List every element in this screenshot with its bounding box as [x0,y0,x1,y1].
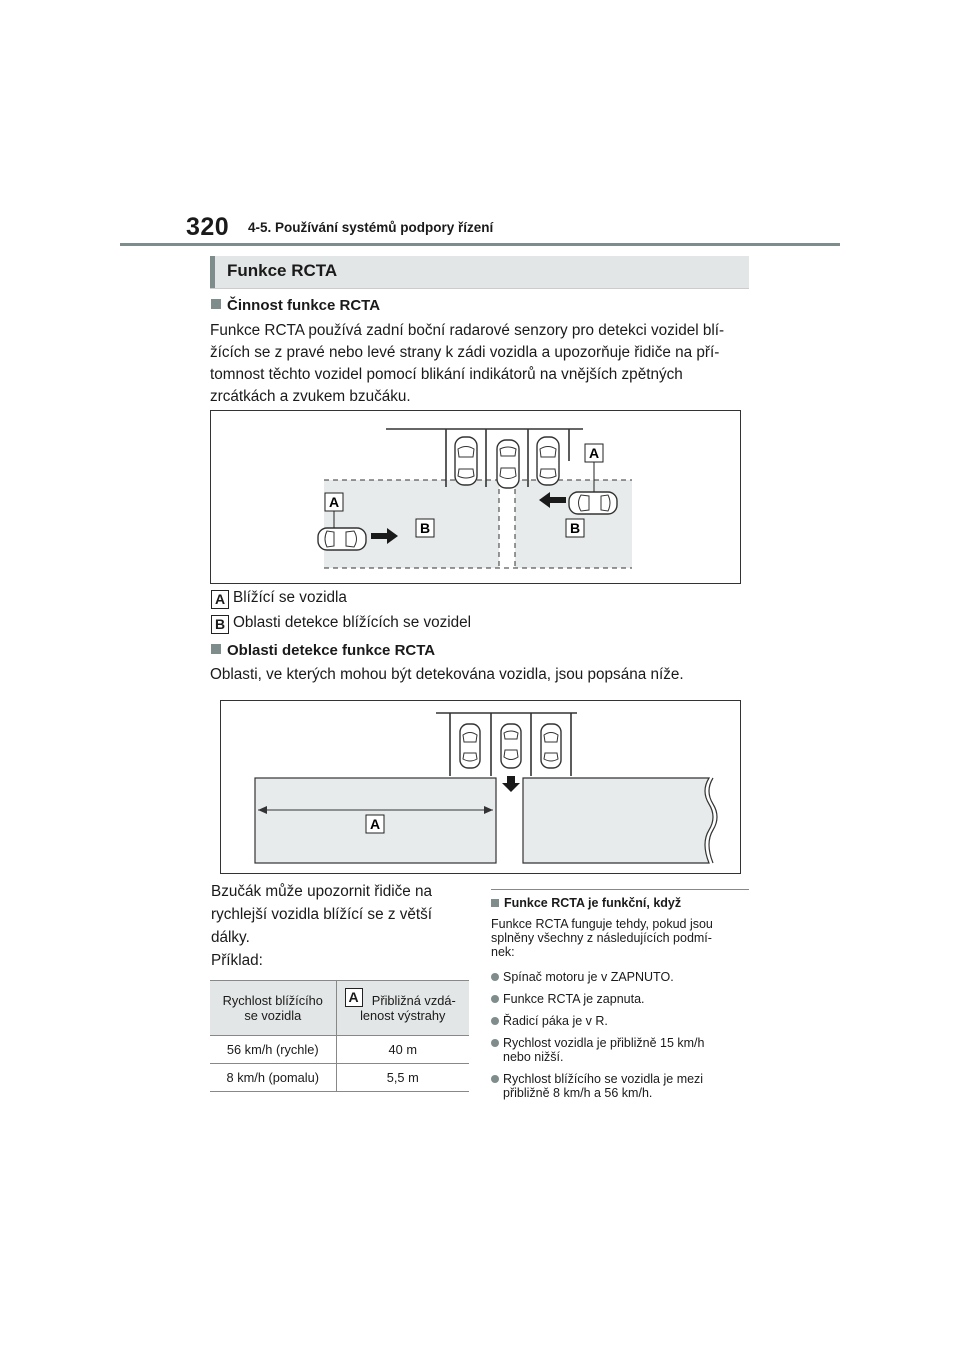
figure1-label-a-right: A [588,445,600,461]
bullet-dot-icon [491,995,499,1003]
intro-line: Funkce RCTA funguje tehdy, pokud jsou [491,917,713,931]
conditions-list [491,970,751,1108]
buzzer-line: dálky. [211,929,250,946]
areas-heading [211,642,435,659]
table-header-speed [210,981,336,1036]
list-item [491,1014,751,1028]
conditions-intro [491,917,713,959]
figure-detection-areas-drawing [221,701,740,873]
table-cell-speed: 8 km/h (pomalu) [210,1064,336,1092]
bullet-dot-icon [491,1017,499,1025]
operation-line: tomnost těchto vozidel pomocí blikání indikátorů na vnějších zpětných [210,366,683,383]
bullet-dot-icon [491,1039,499,1047]
table-key-a: A [345,988,363,1007]
figure-detection-areas [220,700,741,874]
list-item-line: nebo nižší. [503,1050,564,1064]
operation-heading-text: Činnost funkce RCTA [227,297,381,314]
detection-area-right [523,778,713,863]
header-line: lenost výstrahy [360,1008,446,1023]
own-vehicle-reversing-icon [501,724,521,768]
page-number: 320 [186,213,230,241]
intro-line: nek: [491,945,515,959]
arrow-down-icon [502,776,520,792]
bullet-dot-icon [491,1075,499,1083]
section-title-bar [210,256,749,289]
own-vehicle-reversing-icon [497,440,519,488]
list-item-line: Funkce RCTA je zapnuta. [503,992,645,1006]
parked-car-icon [455,437,477,485]
table-row [210,1064,469,1092]
table-header-row [210,981,469,1036]
areas-paragraph: Oblasti, ve kterých mohou být detekována vozidla, jsou popsána níže. [210,666,684,683]
square-bullet-icon [491,899,499,907]
warning-distance-table [210,980,469,1092]
approaching-car-left-icon [318,528,366,550]
intro-line: splněny všechny z následujících podmí- [491,931,712,945]
buzzer-line: Bzučák může upozornit řidiče na [211,883,433,900]
operation-paragraph [210,320,755,408]
table-cell-speed: 56 km/h (rychle) [210,1036,336,1064]
conditions-heading-text: Funkce RCTA je funkční, když [504,896,682,910]
table-header-distance [336,981,469,1036]
legend-key-a: A [211,590,229,609]
buzzer-paragraph [211,880,432,949]
legend-item-a [211,589,347,609]
parked-car-icon [537,437,559,485]
operation-line: zrcátkách a zvukem bzučáku. [210,388,411,405]
header-line: se vozidla [244,1008,302,1023]
operation-heading [211,297,380,314]
figure2-label-a: A [369,816,381,832]
parked-car-icon [460,724,480,768]
detection-zone-left [324,480,499,568]
areas-heading-text: Oblasti detekce funkce RCTA [227,642,436,659]
list-item-line: Rychlost vozidla je přibližně 15 km/h [503,1036,705,1050]
list-item [491,992,751,1006]
bullet-dot-icon [491,973,499,981]
list-item [491,1072,751,1100]
list-item [491,970,751,984]
square-bullet-icon [211,299,221,309]
buzzer-line: rychlejší vozidla blížící se z větší [211,906,433,923]
list-item-line: Rychlost blížícího se vozidla je mezi [503,1072,704,1086]
square-bullet-icon [211,644,221,654]
list-item-line: Spínač motoru je v ZAPNUTO. [503,970,674,984]
section-title: Funkce RCTA [227,261,338,280]
list-item-line: přibližně 8 km/h a 56 km/h. [503,1086,653,1100]
figure-rcta-operation-drawing [211,411,740,583]
example-label: Příklad: [211,952,263,969]
header-line: Přibližná vzdá- [371,993,456,1008]
figure1-label-a-left: A [328,494,340,510]
legend-text-a: Blížící se vozidla [233,589,347,606]
parked-car-icon [541,724,561,768]
header-line: Rychlost blížícího [222,993,323,1008]
section-bar-accent [210,256,215,288]
chapter-title: 4-5. Používání systémů podpory řízení [248,220,494,235]
table-cell-distance: 40 m [336,1036,469,1064]
table-row [210,1036,469,1064]
conditions-heading [491,896,681,910]
legend-item-b [211,614,471,634]
operation-line: Funkce RCTA používá zadní boční radarové senzory pro detekci vozidel blí- [210,322,725,339]
operation-line: žících se z pravé nebo levé strany k zádi vozidla a upozorňuje řidiče na pří- [210,344,720,361]
column-divider [491,889,749,890]
table-cell-distance: 5,5 m [336,1064,469,1092]
list-item [491,1036,751,1064]
figure1-label-b-left: B [419,520,431,536]
legend-text-b: Oblasti detekce blížících se vozidel [233,614,472,631]
figure1-label-b-right: B [569,520,581,536]
approaching-car-right-icon [569,492,617,514]
header-rule [120,243,840,246]
list-item-line: Řadicí páka je v R. [503,1014,608,1028]
legend-key-b: B [211,615,229,634]
figure-rcta-operation [210,410,741,584]
